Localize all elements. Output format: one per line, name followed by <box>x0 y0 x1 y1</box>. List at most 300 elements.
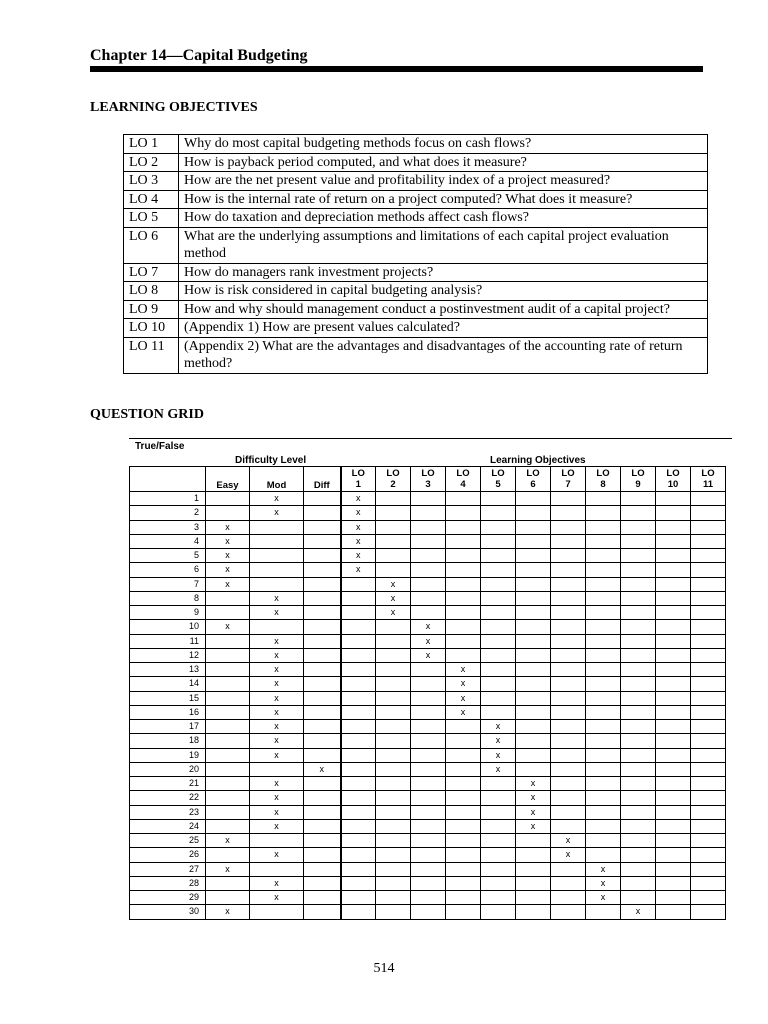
difficulty-header-diff: Diff <box>304 467 341 492</box>
lo-cell <box>691 492 726 506</box>
lo-cell <box>586 591 621 605</box>
lo-cell <box>446 577 481 591</box>
lo-cell <box>411 876 446 890</box>
lo-cell <box>446 748 481 762</box>
lo-cell <box>481 606 516 620</box>
lo-cell <box>446 720 481 734</box>
lo-cell <box>551 534 586 548</box>
lo-cell <box>586 819 621 833</box>
lo-cell <box>481 848 516 862</box>
lo-row <box>124 319 708 338</box>
difficulty-cell: x <box>250 677 304 691</box>
true-false-label: True/False <box>135 441 185 452</box>
lo-question: How is risk considered in capital budgeting analysis? <box>179 282 708 301</box>
difficulty-cell <box>304 563 341 577</box>
lo-cell <box>481 563 516 577</box>
question-number: 18 <box>130 734 206 748</box>
lo-cell <box>376 805 411 819</box>
lo-cell <box>446 862 481 876</box>
grid-row <box>130 876 726 890</box>
lo-cell <box>516 705 551 719</box>
lo-cell <box>691 777 726 791</box>
lo-cell <box>376 862 411 876</box>
difficulty-cell <box>304 805 341 819</box>
lo-row <box>124 282 708 301</box>
lo-cell <box>411 819 446 833</box>
lo-cell <box>376 520 411 534</box>
lo-cell <box>341 606 376 620</box>
difficulty-header-mod: Mod <box>250 467 304 492</box>
chapter-title: Chapter 14—Capital Budgeting <box>90 47 308 64</box>
lo-question: How do taxation and depreciation methods affect cash flows? <box>179 209 708 228</box>
lo-cell <box>621 506 656 520</box>
lo-cell: x <box>621 905 656 919</box>
difficulty-cell <box>304 834 341 848</box>
lo-cell <box>411 705 446 719</box>
lo-cell <box>691 805 726 819</box>
lo-cell <box>411 905 446 919</box>
lo-cell <box>341 591 376 605</box>
lo-cell: x <box>341 506 376 520</box>
lo-code: LO 10 <box>124 319 179 338</box>
lo-cell <box>621 563 656 577</box>
difficulty-cell <box>206 648 250 662</box>
lo-cell <box>481 534 516 548</box>
lo-cell <box>621 492 656 506</box>
lo-cell <box>376 734 411 748</box>
lo-cell <box>621 577 656 591</box>
grid-row <box>130 492 726 506</box>
grid-row <box>130 563 726 577</box>
lo-header-10: LO 10 <box>656 467 691 492</box>
lo-cell: x <box>341 549 376 563</box>
lo-cell <box>411 506 446 520</box>
lo-cell <box>656 748 691 762</box>
lo-cell <box>551 791 586 805</box>
lo-cell: x <box>376 591 411 605</box>
lo-cell <box>341 677 376 691</box>
difficulty-cell <box>206 606 250 620</box>
lo-cell <box>551 648 586 662</box>
lo-code: LO 5 <box>124 209 179 228</box>
difficulty-cell <box>250 762 304 776</box>
lo-cell <box>656 520 691 534</box>
lo-cell <box>691 620 726 634</box>
lo-cell <box>586 677 621 691</box>
lo-cell <box>376 534 411 548</box>
lo-cell <box>551 805 586 819</box>
lo-cell <box>516 563 551 577</box>
lo-code: LO 7 <box>124 263 179 282</box>
lo-cell <box>341 634 376 648</box>
difficulty-cell <box>250 520 304 534</box>
grid-row <box>130 620 726 634</box>
difficulty-cell <box>304 862 341 876</box>
difficulty-cell <box>206 677 250 691</box>
lo-cell <box>516 848 551 862</box>
lo-cell <box>341 620 376 634</box>
lo-cell <box>621 734 656 748</box>
lo-cell <box>621 691 656 705</box>
difficulty-cell <box>206 891 250 905</box>
lo-question: How is the internal rate of return on a project computed? What does it measure? <box>179 190 708 209</box>
lo-cell <box>376 748 411 762</box>
grid-row <box>130 819 726 833</box>
lo-code: LO 3 <box>124 172 179 191</box>
lo-cell <box>691 520 726 534</box>
difficulty-cell <box>304 891 341 905</box>
lo-cell <box>691 606 726 620</box>
lo-cell <box>621 705 656 719</box>
lo-cell <box>691 677 726 691</box>
lo-cell <box>551 819 586 833</box>
lo-cell <box>446 492 481 506</box>
lo-cell <box>621 591 656 605</box>
difficulty-cell: x <box>250 506 304 520</box>
difficulty-cell <box>304 577 341 591</box>
lo-cell <box>586 748 621 762</box>
lo-cell <box>411 834 446 848</box>
lo-question: How and why should management conduct a postinvestment audit of a capital project? <box>179 300 708 319</box>
lo-cell <box>376 648 411 662</box>
lo-cell <box>516 762 551 776</box>
lo-cell <box>621 634 656 648</box>
question-number: 19 <box>130 748 206 762</box>
lo-cell <box>376 905 411 919</box>
lo-cell <box>411 492 446 506</box>
difficulty-cell <box>206 691 250 705</box>
lo-cell <box>586 492 621 506</box>
lo-question: How are the net present value and profitability index of a project measured? <box>179 172 708 191</box>
difficulty-cell: x <box>206 577 250 591</box>
lo-cell <box>446 591 481 605</box>
difficulty-cell: x <box>206 549 250 563</box>
difficulty-cell <box>304 520 341 534</box>
difficulty-cell: x <box>250 705 304 719</box>
lo-cell <box>341 663 376 677</box>
lo-cell <box>551 862 586 876</box>
grid-row <box>130 791 726 805</box>
lo-cell <box>656 705 691 719</box>
lo-cell <box>621 862 656 876</box>
lo-cell <box>481 819 516 833</box>
difficulty-cell: x <box>250 748 304 762</box>
difficulty-cell <box>206 748 250 762</box>
lo-row <box>124 190 708 209</box>
lo-cell <box>446 848 481 862</box>
lo-cell <box>586 563 621 577</box>
grid-row <box>130 506 726 520</box>
lo-cell <box>551 492 586 506</box>
lo-cell <box>516 734 551 748</box>
difficulty-cell <box>304 791 341 805</box>
learning-objectives-label: Learning Objectives <box>490 455 586 466</box>
lo-question: How do managers rank investment projects? <box>179 263 708 282</box>
difficulty-cell <box>250 534 304 548</box>
lo-cell: x <box>376 606 411 620</box>
lo-cell <box>691 663 726 677</box>
lo-cell <box>341 834 376 848</box>
difficulty-cell <box>206 720 250 734</box>
lo-cell <box>691 506 726 520</box>
lo-cell <box>481 549 516 563</box>
difficulty-cell <box>304 534 341 548</box>
lo-cell <box>551 705 586 719</box>
grid-header-row <box>130 467 726 492</box>
lo-code: LO 6 <box>124 227 179 263</box>
difficulty-cell <box>206 734 250 748</box>
grid-row <box>130 748 726 762</box>
lo-cell <box>446 506 481 520</box>
difficulty-cell <box>304 720 341 734</box>
lo-cell <box>341 705 376 719</box>
lo-header-6: LO 6 <box>516 467 551 492</box>
difficulty-cell <box>304 777 341 791</box>
lo-header-11: LO 11 <box>691 467 726 492</box>
lo-row <box>124 263 708 282</box>
lo-cell <box>446 563 481 577</box>
difficulty-cell <box>206 705 250 719</box>
lo-cell <box>516 492 551 506</box>
grid-row <box>130 648 726 662</box>
question-number: 9 <box>130 606 206 620</box>
lo-cell <box>411 549 446 563</box>
lo-cell <box>411 848 446 862</box>
lo-cell <box>691 848 726 862</box>
lo-question: Why do most capital budgeting methods focus on cash flows? <box>179 135 708 154</box>
difficulty-cell <box>206 492 250 506</box>
lo-cell <box>481 834 516 848</box>
lo-cell <box>481 705 516 719</box>
lo-cell <box>481 891 516 905</box>
lo-cell <box>481 620 516 634</box>
lo-cell <box>691 734 726 748</box>
lo-cell <box>656 492 691 506</box>
lo-cell <box>446 606 481 620</box>
lo-cell <box>621 534 656 548</box>
lo-cell <box>516 862 551 876</box>
grid-row <box>130 705 726 719</box>
question-number: 29 <box>130 891 206 905</box>
lo-cell <box>691 534 726 548</box>
lo-cell: x <box>586 876 621 890</box>
lo-cell <box>516 591 551 605</box>
lo-cell <box>551 720 586 734</box>
difficulty-cell <box>304 506 341 520</box>
lo-cell <box>376 848 411 862</box>
lo-cell <box>656 862 691 876</box>
difficulty-cell: x <box>250 805 304 819</box>
lo-cell <box>341 734 376 748</box>
lo-cell <box>586 648 621 662</box>
lo-question: What are the underlying assumptions and limitations of each capital project evaluation method <box>179 227 708 263</box>
difficulty-cell: x <box>250 777 304 791</box>
lo-cell <box>376 563 411 577</box>
lo-row <box>124 172 708 191</box>
lo-cell: x <box>551 848 586 862</box>
lo-cell: x <box>586 891 621 905</box>
lo-header-7: LO 7 <box>551 467 586 492</box>
lo-cell: x <box>341 563 376 577</box>
lo-cell <box>341 819 376 833</box>
lo-cell <box>516 648 551 662</box>
difficulty-cell <box>304 648 341 662</box>
lo-cell <box>341 748 376 762</box>
lo-cell <box>551 891 586 905</box>
lo-code: LO 4 <box>124 190 179 209</box>
lo-cell <box>376 506 411 520</box>
lo-cell <box>656 805 691 819</box>
grid-row <box>130 834 726 848</box>
lo-code: LO 2 <box>124 153 179 172</box>
difficulty-cell: x <box>250 492 304 506</box>
lo-code: LO 8 <box>124 282 179 301</box>
lo-cell: x <box>341 534 376 548</box>
question-number: 15 <box>130 691 206 705</box>
lo-cell <box>551 777 586 791</box>
lo-cell <box>516 534 551 548</box>
lo-cell <box>411 663 446 677</box>
lo-cell <box>516 606 551 620</box>
difficulty-cell: x <box>250 591 304 605</box>
question-grid-table <box>129 466 726 920</box>
lo-cell <box>446 734 481 748</box>
lo-cell <box>516 549 551 563</box>
lo-cell <box>586 705 621 719</box>
difficulty-cell <box>304 705 341 719</box>
lo-cell <box>691 748 726 762</box>
question-number: 16 <box>130 705 206 719</box>
lo-cell <box>411 563 446 577</box>
lo-cell <box>516 634 551 648</box>
lo-cell <box>621 648 656 662</box>
lo-cell <box>621 720 656 734</box>
lo-cell <box>621 606 656 620</box>
lo-cell <box>551 634 586 648</box>
lo-cell <box>376 777 411 791</box>
lo-cell <box>481 677 516 691</box>
grid-row <box>130 691 726 705</box>
grid-row <box>130 848 726 862</box>
lo-cell <box>341 891 376 905</box>
lo-cell <box>446 876 481 890</box>
difficulty-cell: x <box>206 563 250 577</box>
lo-cell <box>586 905 621 919</box>
lo-cell <box>376 720 411 734</box>
grid-row <box>130 577 726 591</box>
lo-cell <box>341 876 376 890</box>
difficulty-cell: x <box>206 534 250 548</box>
lo-cell <box>656 834 691 848</box>
difficulty-cell <box>304 734 341 748</box>
lo-cell <box>411 520 446 534</box>
lo-cell <box>341 720 376 734</box>
lo-cell <box>516 891 551 905</box>
difficulty-cell: x <box>250 648 304 662</box>
lo-cell <box>621 762 656 776</box>
lo-cell <box>411 691 446 705</box>
lo-cell <box>656 777 691 791</box>
grid-top-rule <box>129 438 732 439</box>
lo-cell: x <box>481 762 516 776</box>
lo-cell <box>516 677 551 691</box>
lo-cell <box>341 848 376 862</box>
lo-cell <box>481 876 516 890</box>
lo-cell <box>586 620 621 634</box>
difficulty-cell: x <box>206 620 250 634</box>
grid-row <box>130 720 726 734</box>
lo-cell <box>586 762 621 776</box>
lo-cell <box>656 634 691 648</box>
question-number: 14 <box>130 677 206 691</box>
lo-question: (Appendix 2) What are the advantages and disadvantages of the accounting rate of return method? <box>179 337 708 373</box>
lo-cell <box>411 805 446 819</box>
lo-cell: x <box>446 677 481 691</box>
lo-cell <box>691 834 726 848</box>
difficulty-header-easy: Easy <box>206 467 250 492</box>
lo-cell <box>376 762 411 776</box>
lo-cell <box>376 677 411 691</box>
lo-row <box>124 135 708 154</box>
lo-cell: x <box>411 620 446 634</box>
lo-cell <box>586 506 621 520</box>
difficulty-cell <box>304 691 341 705</box>
lo-cell <box>691 591 726 605</box>
lo-cell <box>656 677 691 691</box>
lo-cell <box>481 634 516 648</box>
difficulty-cell <box>206 777 250 791</box>
question-number: 1 <box>130 492 206 506</box>
difficulty-cell: x <box>250 848 304 862</box>
lo-cell: x <box>481 748 516 762</box>
difficulty-cell <box>250 563 304 577</box>
lo-cell <box>551 620 586 634</box>
lo-cell <box>691 634 726 648</box>
lo-code: LO 11 <box>124 337 179 373</box>
question-number: 21 <box>130 777 206 791</box>
lo-cell <box>691 720 726 734</box>
difficulty-cell <box>206 506 250 520</box>
lo-cell <box>411 591 446 605</box>
lo-cell <box>481 506 516 520</box>
lo-cell <box>621 549 656 563</box>
lo-cell <box>691 691 726 705</box>
lo-cell <box>586 606 621 620</box>
question-number: 13 <box>130 663 206 677</box>
lo-cell <box>376 549 411 563</box>
lo-cell <box>551 762 586 776</box>
lo-cell <box>446 891 481 905</box>
lo-cell <box>376 663 411 677</box>
lo-cell <box>656 891 691 905</box>
lo-cell <box>691 648 726 662</box>
lo-cell: x <box>341 520 376 534</box>
difficulty-cell <box>304 492 341 506</box>
difficulty-cell <box>304 848 341 862</box>
lo-cell <box>481 862 516 876</box>
lo-cell <box>411 720 446 734</box>
lo-cell <box>656 534 691 548</box>
lo-cell <box>691 891 726 905</box>
lo-cell <box>691 862 726 876</box>
learning-objectives-table <box>123 134 708 374</box>
question-number: 27 <box>130 862 206 876</box>
lo-cell <box>551 506 586 520</box>
lo-cell <box>341 577 376 591</box>
difficulty-cell: x <box>250 606 304 620</box>
lo-cell <box>481 691 516 705</box>
lo-cell <box>376 819 411 833</box>
